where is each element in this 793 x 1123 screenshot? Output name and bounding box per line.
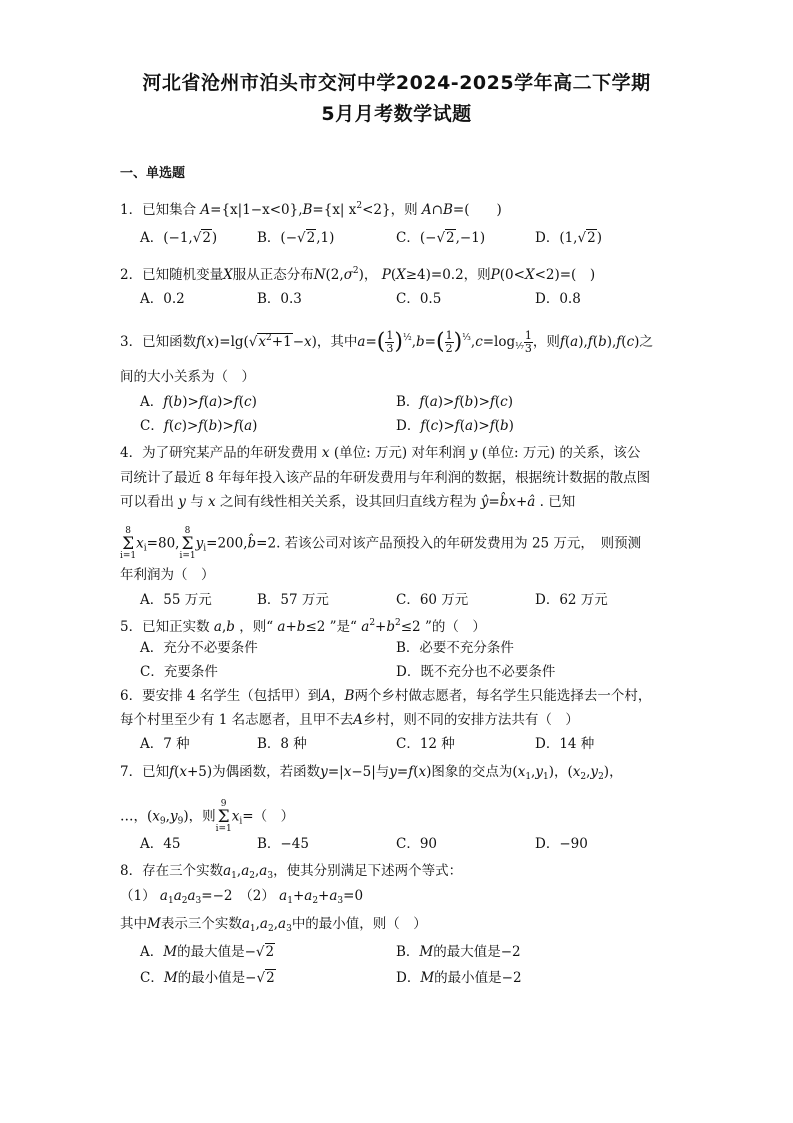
question-6-option-c[interactable]: C．12 种 [396,736,455,752]
question-4-option-d[interactable]: D．62 万元 [535,592,608,608]
question-5-option-b[interactable]: B．必要不充分条件 [396,640,514,656]
exam-title-line2: 5月月考数学试题 [321,103,472,125]
question-7-option-a[interactable]: A．45 [140,836,181,852]
question-8-option-d[interactable]: D．M的最小值是−2 [396,970,522,986]
question-1-stem: 1．已知集合 A={x|1−x<0},B={x| $x^2<2$}，则 A∩B=( ) [120,201,502,218]
question-1-option-d[interactable]: D．(1,√2) [535,230,602,246]
question-2-option-d[interactable]: D．0.8 [535,291,581,307]
question-4-option-a[interactable]: A．55 万元 [140,592,212,608]
question-3-option-b[interactable]: B．f(a)>f(b)>f(c) [396,394,514,410]
question-7-option-b[interactable]: B．−45 [257,836,309,852]
question-8-line2: （1） $a_1a_2a_3=-2$ （2） $a_1+a_2+a_3=0$ [120,888,364,906]
question-7-line2: …，$(x_9,y_9)$，则9 Σ $i=1x_i=$（ ） [120,799,295,834]
question-4-option-c[interactable]: C．60 万元 [396,592,469,608]
section-heading: 一、单选题 [120,166,186,181]
question-4-line2: 司统计了最近 8 年每年投入该产品的年研发费用与年利润的数据，根据统计数据的散点图 [120,470,651,486]
question-6-line2: 每个村里至少有 1 名志愿者，且甲不去A乡村，则不同的安排方法共有（ ） [120,712,579,728]
question-8-option-c[interactable]: C．M的最小值是−√2 [140,970,275,986]
question-8-line1: 8．存在三个实数$a_1,a_2,a_3$，使其分别满足下述两个等式： [120,863,463,881]
question-3-option-d[interactable]: D．f(c)>f(a)>f(b) [396,418,514,434]
question-8-line3: 其中M表示三个实数$a_1,a_2,a_3$中的最小值，则（ ） [120,916,427,934]
question-4-line3: 可以看出 y 与 x 之间有线性相关关系，设其回归直线方程为 ŷ=b̂x+â . 已知 [120,494,576,510]
question-6-line1: 6．要安排 4 名学生（包括甲）到A，B两个乡村做志愿者，每名学生只能选择去一个村， [120,688,652,704]
question-2-option-b[interactable]: B．0.3 [257,291,302,307]
question-7-option-d[interactable]: D．−90 [535,836,588,852]
question-3-option-a[interactable]: A．f(b)>f(a)>f(c) [140,394,257,410]
question-4-line1: 4．为了研究某产品的年研发费用 x (单位: 万元) 对年利润 y (单位: 万元) 的关系，该公 [120,445,641,461]
question-3-option-c[interactable]: C．f(c)>f(b)>f(a) [140,418,258,434]
question-5-option-c[interactable]: C．充要条件 [140,664,218,680]
question-3-stem-cont: 间的大小关系为（ ） [120,369,255,385]
question-6-option-a[interactable]: A．7 种 [140,736,190,752]
question-4-option-b[interactable]: B．57 万元 [257,592,329,608]
question-7-line1: 7．已知f(x+5)为偶函数，若函数y=|x−5|与y=f(x)图象的交点为$(x_1,y_1)$，$(x_2,y_2)$， [120,764,623,782]
question-5-option-d[interactable]: D．既不充分也不必要条件 [396,664,556,680]
exam-title-line1: 河北省沧州市泊头市交河中学2024-2025学年高二下学期 [142,72,651,94]
question-1-option-a[interactable]: A．(−1,√2) [140,230,218,246]
question-2-option-c[interactable]: C．0.5 [396,291,442,307]
question-2-stem: 2．已知随机变量X服从正态分布$N(2,\sigma^2)$， P(X≥4)=0.2，则P(0<X<2)=( ) [120,266,596,283]
question-3-stem: 3．已知函数$f(x)=\lg(√x^2+1-x)$，其中a=( $\frac{1}{3}$ )$^{\frac{1}{2}}$,b=( $\frac{1}{2}$ )$^{\frac{1}{3}},c=\log_⅐$ $\frac{1}{3}$ ，则f(a),f(b),f(c)之 [120,329,653,355]
question-4-line5: 年利润为（ ） [120,567,215,583]
question-8-option-a[interactable]: A．M的最大值是−√2 [140,944,275,960]
question-7-option-c[interactable]: C．90 [396,836,438,852]
question-1-option-b[interactable]: B．(−√2,1) [257,230,335,246]
question-5-stem: 5．已知正实数 a,b ，则“ a+b≤2 ”是“ $a^2+b^2\le 2$ ”的（ ） [120,618,486,635]
question-5-option-a[interactable]: A．充分不必要条件 [140,640,258,656]
question-6-option-b[interactable]: B．8 种 [257,736,307,752]
question-8-option-b[interactable]: B．M的最大值是−2 [396,944,521,960]
question-2-option-a[interactable]: A．0.2 [140,291,185,307]
question-4-line4: 8 Σ $i=1x_i=80,8$ Σ $i=1y_i=200,b̂=2$. 若该公司对该产品预投入的年研发费用为 25 万元， 则预测 [120,526,642,561]
question-6-option-d[interactable]: D．14 种 [535,736,595,752]
question-1-option-c[interactable]: C．(−√2,−1) [396,230,486,246]
